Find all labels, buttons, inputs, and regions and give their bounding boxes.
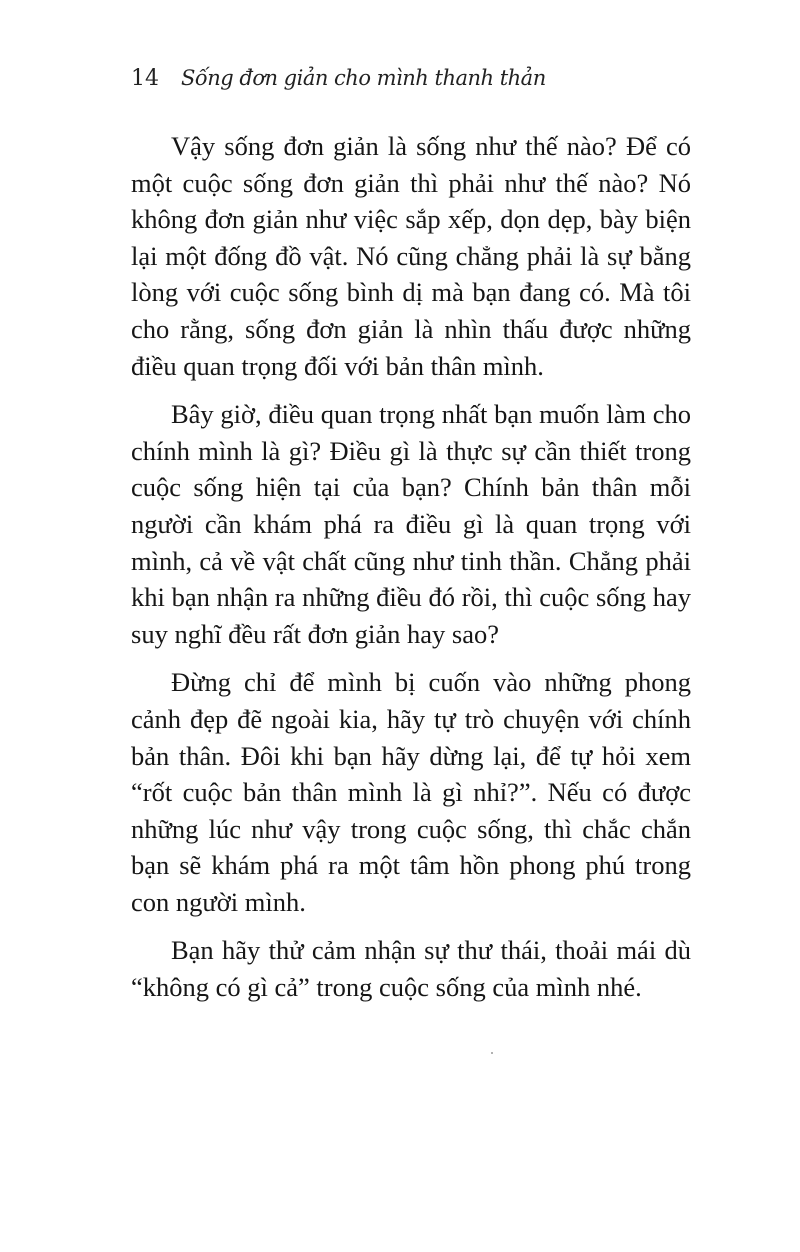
paragraph: Vậy sống đơn giản là sống như thế nào? Để có một cuộc sống đơn giản thì phải như thế nào? Nó không đơn giản như việc sắp xếp, dọn dẹp, bày biện lại một đống đồ vật. Nó cũng chẳng phải là sự bằng lòng với cuộc sống bình dị mà bạn đang có. Mà tôi cho rằng, sống đơn giản là nhìn thấu được những điều quan trọng đối với bản thân mình.	[131, 131, 691, 381]
page-header	[131, 66, 546, 106]
print-speck	[491, 1052, 493, 1054]
paragraph: Đừng chỉ để mình bị cuốn vào những phong cảnh đẹp đẽ ngoài kia, hãy tự trò chuyện với chính bản thân. Đôi khi bạn hãy dừng lại, để tự hỏi xem “rốt cuộc bản thân mình là gì nhỉ?”. Nếu có được những lúc như vậy trong cuộc sống, thì chắc chắn bạn sẽ khám phá ra một tâm hồn phong phú trong con người mình.	[131, 667, 691, 917]
paragraph: Bây giờ, điều quan trọng nhất bạn muốn làm cho chính mình là gì? Điều gì là thực sự cần thiết trong cuộc sống hiện tại của bạn? Chính bản thân mỗi người cần khám phá ra điều gì là quan trọng với mình, cả về vật chất cũng như tinh thần. Chẳng phải khi bạn nhận ra những điều đó rồi, thì cuộc sống hay suy nghĩ đều rất đơn giản hay sao?	[131, 399, 691, 649]
body-text	[131, 128, 691, 1006]
paragraph: Bạn hãy thử cảm nhận sự thư thái, thoải mái dù “không có gì cả” trong cuộc sống của mình nhé.	[131, 935, 691, 1003]
page-number: 14	[131, 66, 159, 91]
running-title: Sống đơn giản cho mình thanh thản	[181, 66, 546, 90]
